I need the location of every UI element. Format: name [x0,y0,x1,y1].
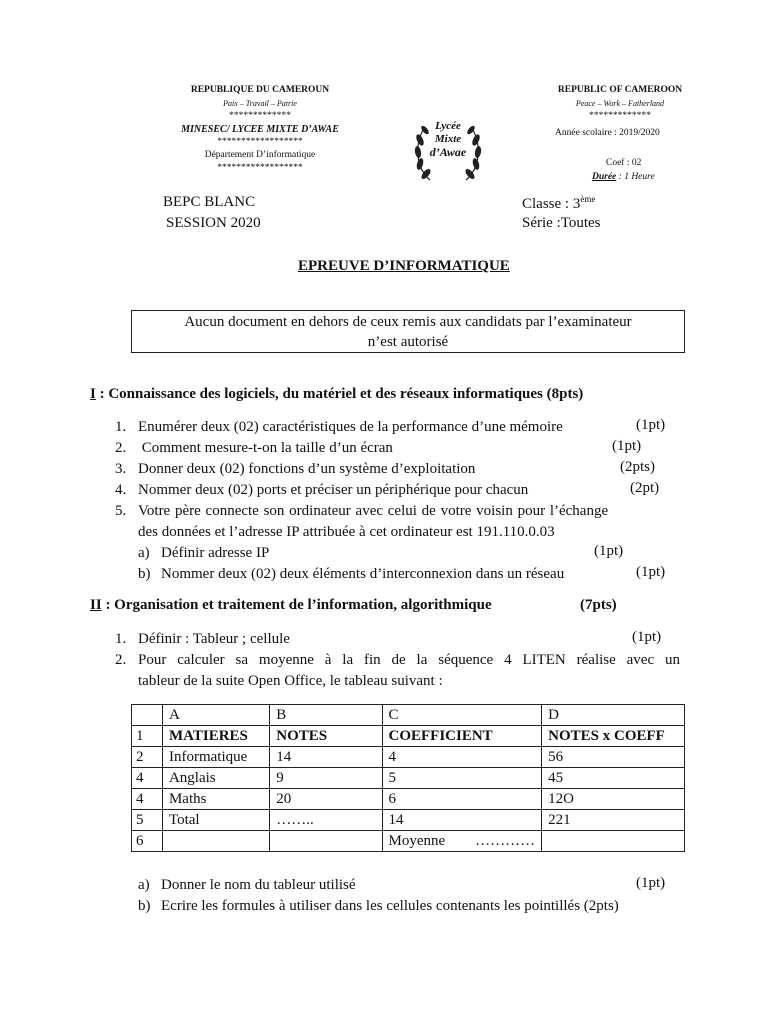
stars-divider: ************* [589,111,651,121]
duration-label: Durée [592,172,617,182]
section-2-heading [90,597,492,614]
column-letter: C [382,705,542,726]
school-name: MINESEC/ LYCEE MIXTE D’AWAE [181,124,339,135]
table-row: 6 Moyenne ………… [132,831,685,852]
table-row: 5 Total …….. 14 221 [132,810,685,831]
column-letter: D [542,705,685,726]
motto-en: Peace – Work – Fatherland [575,99,665,108]
section-1-heading [90,386,583,403]
header-right [520,84,720,123]
duration [592,171,655,184]
sub-question: b) Ecrire les formules à utiliser dans les cellules contenants les pointillés (2pts) [138,898,619,914]
school-year: Année scolaire : 2019/2020 [555,128,660,138]
sub-question: a) Donner le nom du tableur utilisé [138,877,356,893]
table-row: 1 MATIERES NOTES COEFFICIENT NOTES x COEFF [132,726,685,747]
grades-table [131,704,685,852]
table-row: 4 Maths 20 6 12O [132,789,685,810]
exam-name: BEPC BLANC [163,194,256,210]
seal-line-1: Lycée [435,120,461,132]
question: 2. Comment mesure-t-on la taille d’un écran [115,440,393,456]
country-en: REPUBLIC OF CAMEROON [557,85,683,95]
sub-question: a) Définir adresse IP [138,545,270,561]
question: 1. Définir : Tableur ; cellule [115,631,290,647]
question: 5. Votre père connecte son ordinateur avec celui de votre voisin pour l’échange [115,503,609,519]
country-fr: REPUBLIQUE DU CAMEROUN [190,85,330,95]
exam-serie: Série :Toutes [522,215,601,231]
duration-value: : 1 Heure [616,172,655,182]
points: (1pt) [636,564,666,580]
section-1-title: : Connaissance des logiciels, du matériel et des réseaux informatiques (8pts) [95,386,584,402]
header-left [160,84,360,175]
section-2-number: II [90,597,102,613]
table-row: 4 Anglais 9 5 45 [132,768,685,789]
points: (2pt) [630,480,660,496]
classe-superscript: ème [580,194,596,204]
page-title: EPREUVE D’INFORMATIQUE [298,258,510,274]
points: (1pt) [632,629,662,645]
notice-line-1: Aucun document en dehors de ceux remis aux candidats par l’examinateur [184,314,632,330]
stars-divider: ************* [229,111,291,121]
points: (1pt) [636,417,666,433]
column-letter: B [270,705,382,726]
question: 1. Enumérer deux (02) caractéristiques de la performance d’une mémoire [115,419,563,435]
section-2-points: (7pts) [580,597,617,613]
question: 2. Pour calculer sa moyenne à la fin de la séquence 4 LITEN réalise avec un tableur de la suite Open Office, le tableau suivant : [115,652,680,689]
exam-classe [522,194,595,213]
stars-divider: ****************** [217,137,303,147]
section-2-title: : Organisation et traitement de l’information, algorithmique [101,597,492,613]
sub-question: b) Nommer deux (02) deux éléments d’interconnexion dans un réseau [138,566,565,582]
question: 3. Donner deux (02) fonctions d’un système d’exploitation [115,461,476,477]
question: 4. Nommer deux (02) ports et préciser un périphérique pour chacun [115,482,529,498]
notice-line-2: n’est autorisé [367,334,449,350]
stars-divider: ****************** [217,163,303,173]
points: (1pt) [612,438,642,454]
points: (2pts) [620,459,655,475]
points: (1pt) [594,543,624,559]
classe-label: Classe : 3 [522,196,581,212]
question-continuation: des données et l’adresse IP attribuée à cet ordinateur est 191.110.0.03 [138,524,555,540]
table-row: 2 Informatique 14 4 56 [132,747,685,768]
motto-fr: Paix – Travail – Patrie [223,99,297,108]
points: (1pt) [636,875,666,891]
seal-line-3: d’Awae [429,145,467,159]
exam-session: SESSION 2020 [166,215,261,231]
coef: Coef : 02 [606,158,642,168]
section-1-number: I [90,386,96,402]
notice-box [131,310,685,353]
table-header-letters [132,705,685,726]
department-name: Département D’informatique [204,150,316,160]
column-letter: A [162,705,269,726]
school-seal [408,110,488,190]
seal-line-2: Mixte [434,133,462,145]
